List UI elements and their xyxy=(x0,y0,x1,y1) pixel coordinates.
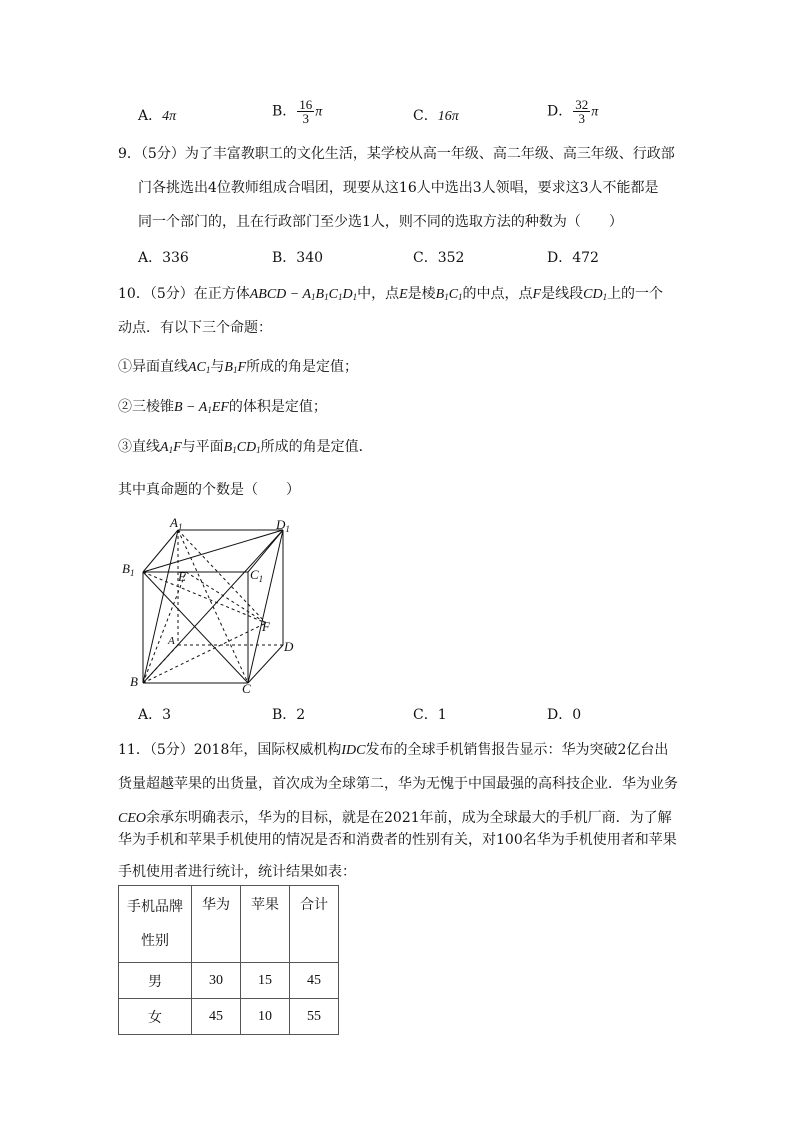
row-label: 男 xyxy=(119,963,192,999)
q9-option-c: C．352 xyxy=(413,250,465,266)
q11-line-2: 货量超越苹果的出货量，首次成为全球第二，华为无愧于中国最强的高科技企业．华为业务 xyxy=(118,776,678,792)
q8-option-a: A．4π xyxy=(138,108,177,124)
label-A1: $A_1$ xyxy=(170,515,183,532)
q8-option-b: B． $\frac{16}{3}$ π xyxy=(272,97,323,126)
row-label: 女 xyxy=(119,999,192,1035)
table-row xyxy=(119,999,339,1035)
line-C-D1 xyxy=(248,530,283,683)
table-cell: 45 xyxy=(192,999,241,1035)
q10-ask: 其中真命题的个数是（ ） xyxy=(118,482,300,498)
q8-option-d: D． $\frac{32}{3}$ π xyxy=(547,97,599,126)
table-cell: 55 xyxy=(290,999,339,1035)
label-B1: $B_1$ xyxy=(122,561,135,578)
q10-option-c: C．1 xyxy=(413,707,447,723)
q9-option-b: B．340 xyxy=(272,250,324,266)
cube-figure xyxy=(118,515,308,695)
label-D1: $D_1$ xyxy=(276,517,290,534)
table-corner-header: 手机品牌 性别 xyxy=(119,886,192,963)
fraction: $\frac{16}{3}$ xyxy=(299,97,313,126)
table-cell: 10 xyxy=(241,999,290,1035)
table-cell: 30 xyxy=(192,963,241,999)
q9-line-2: 门各挑选出4位教师组成合唱团，现要从这16人中选出3人领唱，要求这3人不能都是 xyxy=(138,180,659,196)
q9-option-d: D．472 xyxy=(547,250,599,266)
q11-line-1: 11．（5分）2018年，国际权威机构IDC发布的全球手机销售报告显示：华为突破2亿台出 xyxy=(118,742,669,758)
q9-option-a: A．336 xyxy=(138,250,189,266)
q10-proposition-2: ②三棱锥$B - A_1EF$的体积是定值； xyxy=(118,399,327,415)
fraction: $\frac{32}{3}$ xyxy=(575,97,589,126)
table-cell: 15 xyxy=(241,963,290,999)
table-header-row xyxy=(119,886,339,963)
q10-option-d: D．0 xyxy=(547,707,582,723)
table-cell: 45 xyxy=(290,963,339,999)
q10-proposition-3: ③直线$A_1F$与平面$B_1CD_1$所成的角是定值． xyxy=(118,439,373,455)
label-F: F xyxy=(262,619,270,634)
q11-line-4: 华为手机和苹果手机使用的情况是否和消费者的性别有关，对100名华为手机使用者和苹果 xyxy=(118,832,677,848)
label-C1: $C_1$ xyxy=(250,567,264,584)
line-B1-D1 xyxy=(143,530,283,572)
q8-option-c: C．16π xyxy=(413,108,459,124)
q11-line-5: 手机使用者进行统计，统计结果如表： xyxy=(118,864,356,880)
label-E: E xyxy=(178,569,186,584)
edge-C-D xyxy=(248,645,283,683)
q10-option-b: B．2 xyxy=(272,707,306,723)
q10-option-a: A．3 xyxy=(138,707,172,723)
label-B: B xyxy=(130,674,138,689)
label-C: C xyxy=(242,681,251,695)
line-A1-C xyxy=(178,530,248,683)
column-header: 合计 xyxy=(290,886,339,963)
label-D: D xyxy=(284,639,294,654)
q10-line-2: 动点．有以下三个命题： xyxy=(118,320,272,336)
statistics-table xyxy=(118,885,339,1035)
column-header: 苹果 xyxy=(241,886,290,963)
table-row xyxy=(119,963,339,999)
q10-proposition-1: ①异面直线$AC_1$与$B_1F$所成的角是定值； xyxy=(118,359,359,375)
q11-line-3: CEO余承东明确表示，华为的目标，就是在2021年前，成为全球最大的手机厂商．为了解 xyxy=(118,810,672,826)
q9-line-1: 9．（5分）为了丰富教职工的文化生活，某学校从高一年级、高二年级、高三年级、行政部 xyxy=(118,146,675,162)
line-B-A1 xyxy=(143,530,178,683)
column-header: 华为 xyxy=(192,886,241,963)
label-A: A xyxy=(168,635,175,647)
q9-line-3: 同一个部门的，且在行政部门至少选1人，则不同的选取方法的种数为（ ） xyxy=(138,214,623,230)
q10-line-1: 10．（5分）在正方体ABCD − $A_1B_1C_1D_1$中，点E是棱$B_1C_1$的中点，点F是线段$CD_1$上的一个 xyxy=(118,286,664,302)
